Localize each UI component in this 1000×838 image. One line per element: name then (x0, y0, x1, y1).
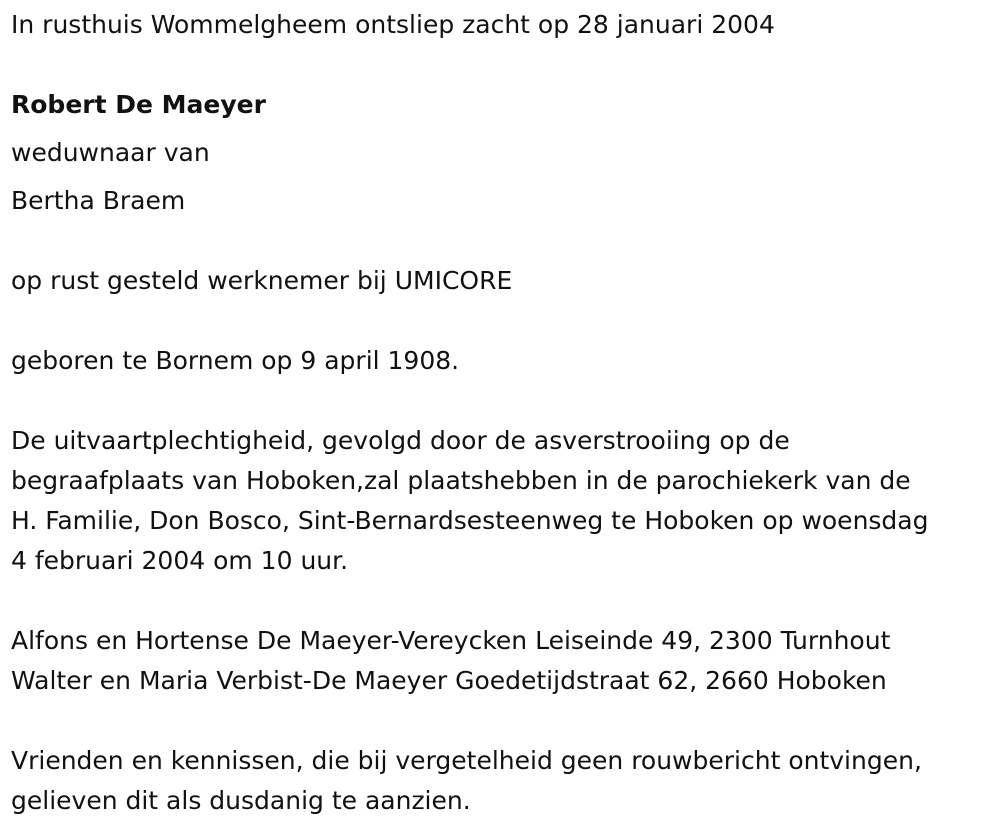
funeral-line: begraafplaats van Hoboken,zal plaatshebben in de parochiekerk van de (11, 466, 911, 495)
family-line: Walter en Maria Verbist-De Maeyer Goedetijdstraat 62, 2660 Hoboken (11, 666, 887, 695)
family-line: Alfons en Hortense De Maeyer-Vereycken Leiseinde 49, 2300 Turnhout (11, 626, 891, 655)
funeral-line: De uitvaartplechtigheid, gevolgd door de asverstrooiing op de (11, 426, 790, 455)
closing-line: Vrienden en kennissen, die bij vergetelheid geen rouwbericht ontvingen, (11, 746, 922, 775)
closing-line: gelieven dit als dusdanig te aanzien. (11, 786, 471, 815)
relation-text: weduwnaar van (11, 138, 210, 167)
intro-text: In rusthuis Wommelgheem ontsliep zacht op 28 januari 2004 (11, 10, 775, 39)
spouse-name: Bertha Braem (11, 186, 186, 215)
funeral-line: 4 februari 2004 om 10 uur. (11, 546, 349, 575)
deceased-name: Robert De Maeyer (11, 90, 266, 119)
funeral-line: H. Familie, Don Bosco, Sint-Bernardsesteenweg te Hoboken op woensdag (11, 506, 929, 535)
birth-text: geboren te Bornem op 9 april 1908. (11, 346, 460, 375)
occupation-text: op rust gesteld werknemer bij UMICORE (11, 266, 513, 295)
